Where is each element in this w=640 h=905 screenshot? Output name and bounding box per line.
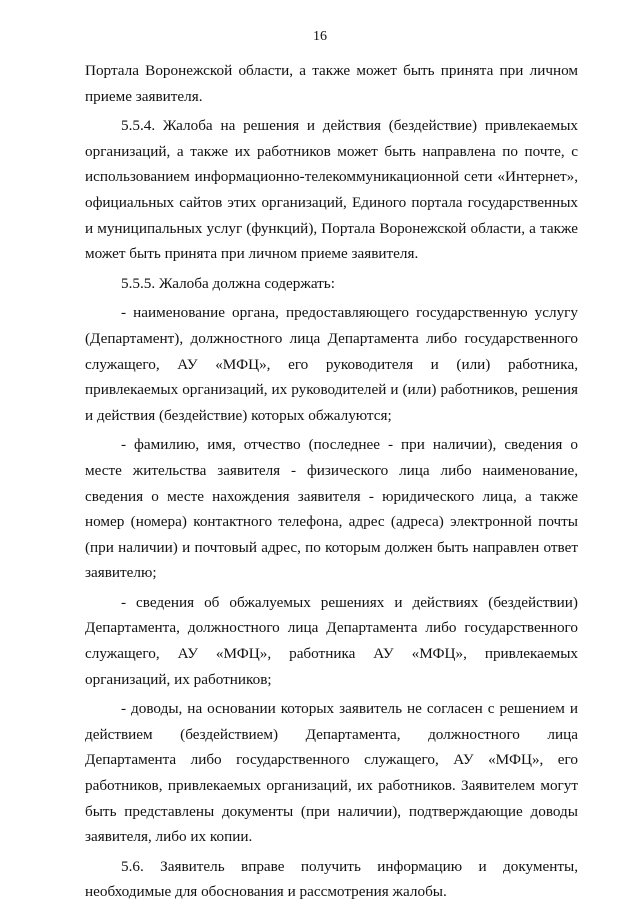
list-item-arguments: - доводы, на основании которых заявитель не согласен с решением и действием (бездействием) Департамента, должностного лица Департамента либо государственного служащего, АУ «МФЦ», его работников, привлекаемых организаций, их работников. Заявителем могут быть представлены документы (при наличии), подтверждающие доводы заявителя, либо их копии. [85, 700, 578, 846]
page-number: 16 [313, 29, 327, 44]
document-body [85, 58, 578, 905]
list-item-appealed-decisions: - сведения об обжалуемых решениях и действиях (бездействии) Департамента, должностного лица Департамента либо государственного служащего, АУ «МФЦ», работника АУ «МФЦ», привлекаемых организаций, их работников; [85, 593, 578, 688]
paragraph-continuation: Портала Воронежской области, а также может быть принята при личном приеме заявителя. [85, 62, 578, 105]
paragraph-5-5-4: 5.5.4. Жалоба на решения и действия (бездействие) привлекаемых организаций, а также их работников может быть направлена по почте, с использованием информационно-телекоммуникационной сети «Интернет», официальных сайтов этих организаций, Единого портала государственных и муниципальных услуг (функций), Портала Воронежской области, а также может быть принята при личном приеме заявителя. [85, 117, 578, 263]
list-item-applicant-info: - фамилию, имя, отчество (последнее - при наличии), сведения о месте жительства заявителя - физического лица либо наименование, сведения о месте нахождения заявителя - юридического лица, а также номер (номера) контактного телефона, адрес (адреса) электронной почты (при наличии) и почтовый адрес, по которым должен быть направлен ответ заявителю; [85, 436, 578, 582]
list-item-organ-name: - наименование органа, предоставляющего государственную услугу (Департамент), должностного лица Департамента либо государственного служащего, АУ «МФЦ», его руководителя и (или) работника, привлекаемых организаций, их руководителей и (или) работников, решения и действия (бездействие) которых обжалуются; [85, 304, 578, 424]
paragraph-5-6: 5.6. Заявитель вправе получить информацию и документы, необходимые для обоснования и рассмотрения жалобы. [85, 857, 578, 901]
paragraph-5-5-5: 5.5.5. Жалоба должна содержать: [121, 274, 335, 292]
